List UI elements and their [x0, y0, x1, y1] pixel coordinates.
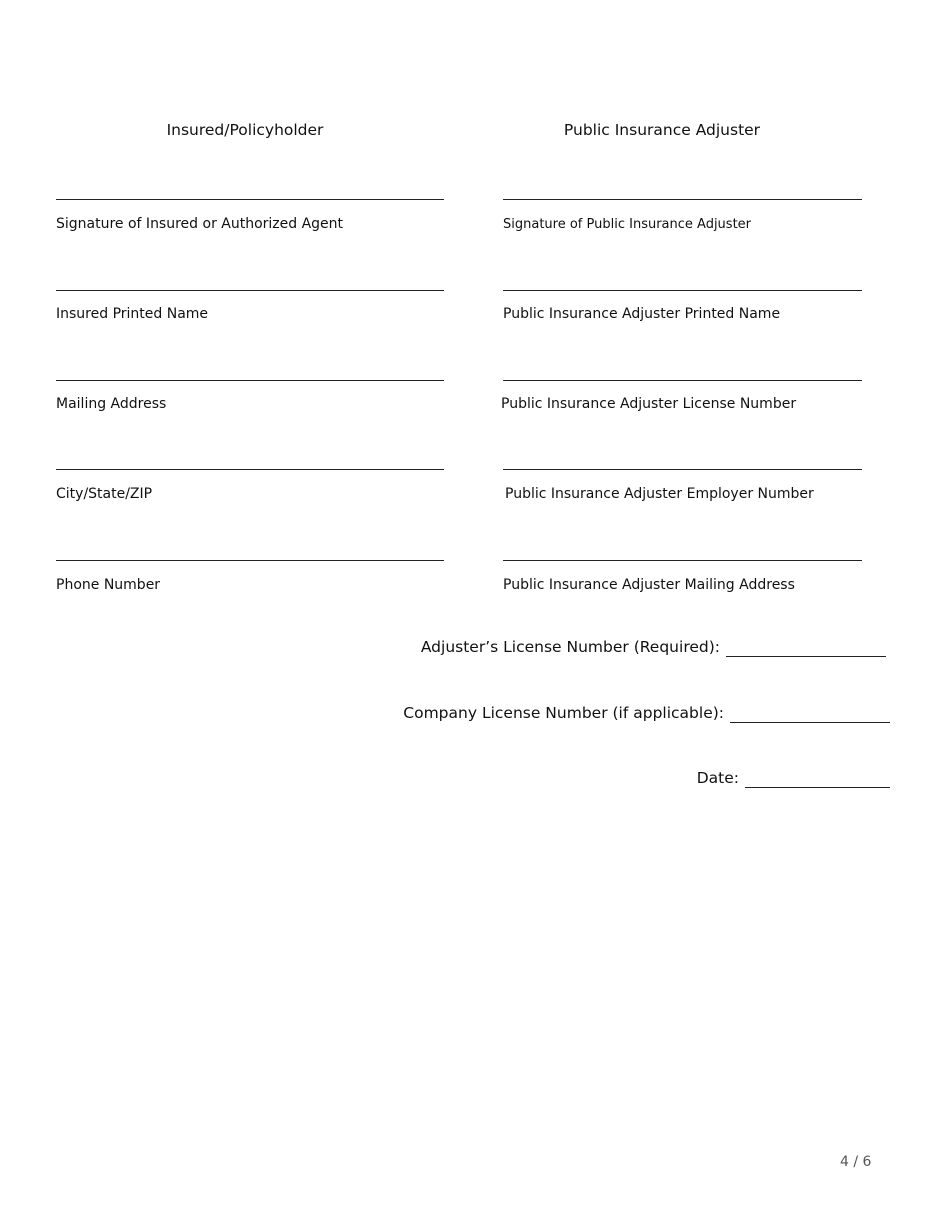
page-number: 4 / 6 [840, 1154, 872, 1170]
label-city-state-zip: City/State/ZIP [56, 486, 153, 502]
label-insured-printed-name: Insured Printed Name [56, 306, 209, 322]
date-field [697, 768, 890, 788]
label-adjuster-mailing-address: Public Insurance Adjuster Mailing Address [503, 577, 795, 593]
company-license-field [403, 703, 890, 723]
label-adjuster-printed-name: Public Insurance Adjuster Printed Name [503, 306, 781, 322]
label-adjuster-license-required: Adjuster’s License Number (Required): [420, 638, 720, 656]
date-blank[interactable] [745, 773, 890, 788]
license-line-adjuster[interactable] [503, 380, 862, 381]
printed-name-line-adjuster[interactable] [503, 290, 862, 291]
signature-line-insured[interactable] [56, 199, 444, 200]
label-insured-mailing-address: Mailing Address [56, 396, 167, 412]
label-company-license: Company License Number (if applicable): [403, 704, 724, 722]
label-insured-signature: Signature of Insured or Authorized Agent [56, 216, 344, 232]
header-adjuster: Public Insurance Adjuster [563, 121, 761, 139]
mailing-address-line-insured[interactable] [56, 380, 444, 381]
label-adjuster-license: Public Insurance Adjuster License Number [501, 396, 797, 412]
label-adjuster-employer: Public Insurance Adjuster Employer Number [505, 486, 814, 502]
employer-line-adjuster[interactable] [503, 469, 862, 470]
header-insured: Insured/Policyholder [166, 121, 324, 139]
printed-name-line-insured[interactable] [56, 290, 444, 291]
phone-line[interactable] [56, 560, 444, 561]
label-phone-number: Phone Number [56, 577, 161, 593]
signature-line-adjuster[interactable] [503, 199, 862, 200]
adjuster-license-blank[interactable] [726, 642, 886, 657]
company-license-blank[interactable] [730, 708, 890, 723]
label-adjuster-signature: Signature of Public Insurance Adjuster [503, 217, 752, 232]
adjuster-license-field [421, 637, 886, 657]
label-date: Date: [696, 769, 739, 787]
mailing-line-adjuster[interactable] [503, 560, 862, 561]
city-state-zip-line[interactable] [56, 469, 444, 470]
